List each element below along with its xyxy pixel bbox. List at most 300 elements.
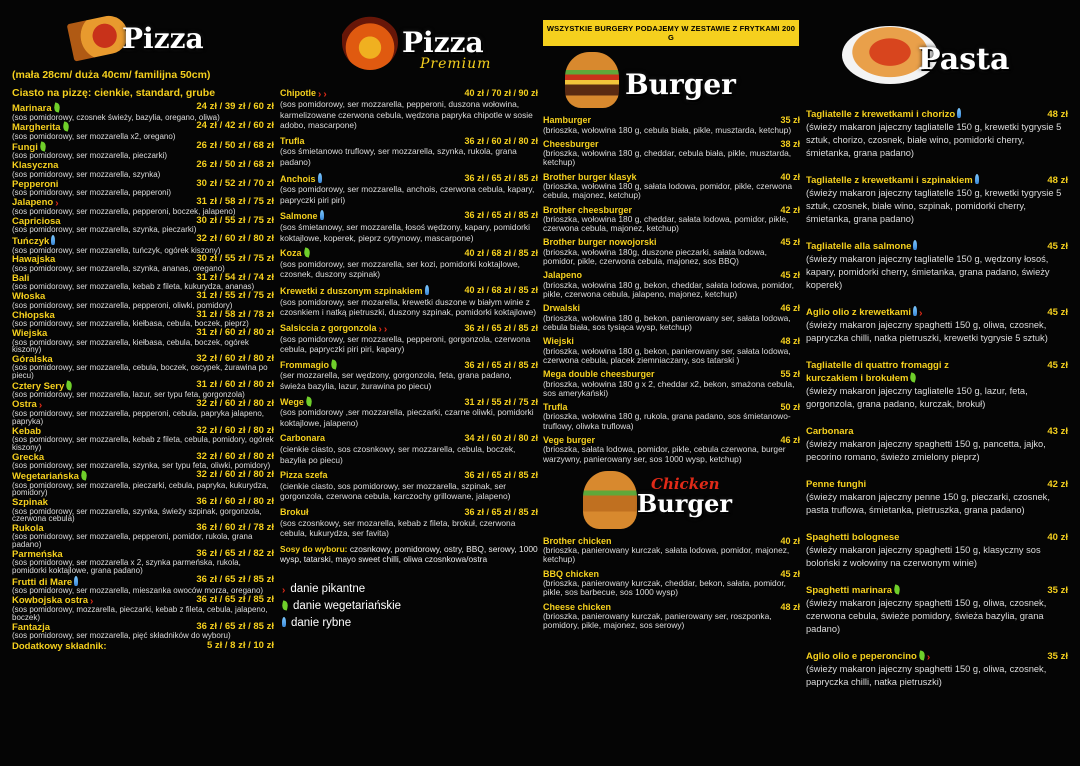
item-price: 36 zł / 65 zł / 85 zł: [464, 507, 538, 517]
item-name: Trufla: [280, 135, 305, 146]
chicken-title-top: Chicken: [651, 474, 720, 493]
item-price: 42 zł: [780, 204, 800, 215]
fish-drop-icon: [957, 108, 961, 118]
item-price: 40 zł: [780, 535, 800, 546]
item-price: 32 zł / 60 zł / 80 zł: [196, 468, 274, 480]
item-description: (sos pomidorowy, ser mozzarella, szynka, ananas, oregano): [12, 264, 225, 273]
vegetarian-leaf-icon: [65, 380, 73, 390]
premium-menu-item: [280, 173, 538, 206]
premium-menu-item: [280, 136, 538, 168]
premium-menu-item: [280, 360, 538, 392]
chicken-menu-item: [543, 570, 800, 598]
burger-menu-item: [543, 403, 800, 431]
vegetarian-leaf-icon: [80, 470, 88, 480]
pizza-header: [12, 0, 274, 66]
pizza-menu-item: [12, 326, 274, 355]
item-price: 42 zł: [1047, 479, 1068, 490]
item-description: (brioszka, wołowina 180 g, bekon, cheddar, sałata lodowa, pomidor, pikle, czerwona cebula, jalapeno, majonez, ketchup): [543, 279, 794, 300]
item-description: (brioszka, wołowina 180 g, sałata lodowa, pomidor, pikle, czerwona cebula, majonez, ketchup): [543, 181, 793, 201]
item-description: (sos pomidorowy, ser mozzarella, kebab z fileta, kukurydza, ananas): [12, 282, 255, 292]
chicken-list: [543, 537, 800, 631]
spicy-chili-icon: ›: [55, 197, 59, 209]
burger-title: Burger: [625, 68, 736, 101]
pizza-sizes: (mała 28cm/ duża 40cm/ familijna 50cm): [12, 69, 211, 81]
vegetarian-leaf-icon: [918, 650, 926, 660]
item-price: 45 zł: [780, 237, 800, 248]
pizza-menu-item: [12, 352, 274, 381]
pizza-menu-item: [12, 161, 274, 178]
item-name: Tuńczyk: [12, 236, 50, 248]
item-price: 36 zł / 65 zł / 85 zł: [464, 210, 538, 221]
item-name: Klasyczna: [12, 160, 59, 172]
fish-drop-icon: [913, 240, 917, 250]
item-name: Vege burger: [543, 434, 596, 445]
item-price: 36 zł / 65 zł / 82 zł: [196, 547, 274, 559]
pizza-menu-item: [12, 308, 274, 329]
item-name: Wiejski: [543, 336, 574, 347]
pizza-menu-item: [12, 214, 274, 235]
sauces-label: Sosy do wyboru:: [280, 543, 348, 554]
item-price: 36 zł / 65 zł / 85 zł: [464, 172, 538, 183]
item-name: Brother cheesburger: [543, 204, 633, 215]
item-description: (sos śmietanowo truflowy, ser mozzarella, szynka, rukola, grana padano): [280, 146, 517, 167]
item-name: Cheesburger: [543, 138, 599, 149]
item-name: Tagliatelle alla salmone: [806, 241, 912, 252]
item-description: (sos pomidorowy, ser mozzarella, szynka, ser typu feta, oliwki, pomidory): [12, 461, 271, 471]
item-description: (brioszka, panierowany kurczak, panierowany ser, roszponka, pomidory, pikle, majonez, sos serowy): [543, 611, 772, 631]
pizza-menu-item: [12, 521, 274, 550]
pizza-menu-item: [12, 450, 274, 471]
item-price: 38 zł: [780, 138, 800, 149]
item-name: Jalapeno: [12, 196, 54, 208]
item-price: 31 zł / 54 zł / 74 zł: [196, 271, 274, 283]
item-description: (świeży makaron jajeczny spaghetti 150 g, pancetta, jajko, pecorino romano, świeżo zmielony pieprz): [806, 439, 1046, 462]
item-name: Frommagio: [280, 359, 330, 370]
item-name: Brother burger nowojorski: [543, 237, 657, 248]
item-price: 31 zł / 60 zł / 80 zł: [196, 326, 274, 338]
item-price: 45 zł: [1047, 360, 1068, 371]
pizza-menu-item: [12, 292, 274, 309]
item-description: (świeży makaron jajeczny tagliatelle 150 g, krewetki tygrysie 5 sztuk, czosnek, białe wino, szpinak, pomidorki cherry, śmietanka, grana padano): [806, 188, 1062, 224]
item-name: Wiejska: [12, 327, 48, 339]
vegetarian-leaf-icon: [302, 248, 310, 258]
burger-column: [543, 0, 800, 766]
pizza-menu-item: [12, 573, 274, 596]
item-name: Brokuł: [280, 507, 309, 517]
item-description: (świeży makaron jajeczny spaghetti 150 g, klasyczny sos boloński z wołowiny na czerwonym winie): [806, 545, 1041, 568]
item-price: 32 zł / 60 zł / 80 zł: [196, 233, 274, 245]
item-price: 36 zł / 60 zł / 78 zł: [196, 521, 274, 533]
item-name: Bali: [12, 272, 30, 284]
premium-menu-item: [280, 248, 538, 280]
fish-drop-icon: [318, 173, 322, 183]
item-name: Salsiccia z gorgonzola: [280, 322, 377, 333]
item-price: 35 zł: [780, 115, 800, 125]
burger-menu-item: [543, 370, 800, 398]
item-description: (świeży makaron jajeczny penne 150 g, pieczarki, czosnek, pasta truflowa, śmietanka, pietruszka, grana padano): [806, 492, 1050, 515]
spicy-chili-icon: ›: [378, 323, 382, 335]
item-name: Carbonara: [806, 426, 854, 437]
item-name: Szpinak: [12, 496, 48, 508]
pizza-dough: Ciasto na pizzę: cienkie, standard, grube: [12, 87, 216, 99]
item-name: Drwalski: [543, 303, 581, 314]
extra-ingredient: [12, 639, 274, 652]
burger-list: [543, 116, 800, 464]
item-price: 45 zł: [1047, 241, 1068, 252]
item-name: Carbonara: [280, 433, 326, 444]
item-price: 32 zł / 60 zł / 80 zł: [196, 398, 274, 410]
pizza-menu-item: [12, 620, 274, 641]
item-description: (sos pomidorowy ,ser mozzarella, pieczarki, czarne oliwki, pomidorki koktajlowe, jalapeno): [280, 407, 534, 428]
fish-drop-icon: [74, 576, 78, 586]
item-price: 31 zł / 55 zł / 75 zł: [464, 396, 538, 407]
fish-drop-icon: [975, 174, 979, 184]
item-description: (sos pomidorowy, ser mozzarella, pieczarki): [12, 151, 168, 161]
item-description: (sos pomidorowy, ser mozarella, krewetki duszone w białym winie z czosnkiem i natką pietruszki, duszony szpinak, pomidorki koktajlowe): [280, 296, 537, 318]
item-price: 32 zł / 60 zł / 80 zł: [196, 450, 274, 462]
burger-menu-item: [543, 206, 800, 234]
premium-subtitle: Premium: [420, 56, 492, 72]
item-description: (sos pomidorowy, ser mozzarella, pepperoni, gorgonzola, czerwona cebula, papryczki piri piri, kapary): [280, 333, 531, 355]
chicken-burger-image: [583, 471, 637, 529]
item-name: Krewetki z duszonym szpinakiem: [280, 285, 423, 296]
item-price: 40 zł / 68 zł / 85 zł: [464, 248, 538, 259]
item-price: 36 zł / 65 zł / 85 zł: [196, 594, 274, 606]
item-description: (sos pomidorowy, ser mozzarella, szynka, świeży szpinak, gorgonzola, czerwona cebula): [12, 506, 262, 524]
item-price: 40 zł / 68 zł / 85 zł: [464, 284, 538, 295]
item-description: (sos pomidorowy, czosnek świeży, bazylia, oregano, oliwa): [12, 112, 220, 122]
item-price: 45 zł: [1047, 307, 1068, 318]
sauces-section: [280, 544, 538, 565]
item-price: 40 zł: [1047, 532, 1068, 543]
vegetarian-leaf-icon: [893, 584, 901, 594]
item-name: Parmeńska: [12, 548, 63, 560]
item-name: Chłopska: [12, 309, 55, 321]
item-price: 50 zł: [780, 401, 800, 412]
item-description: (świeży makaron jajeczny tagliatelle 150 g, krewetki tygrysie 5 sztuk, chorizo, czosnek, białe wino, pomidorki cherry, śmietanka, grana padano): [806, 122, 1062, 158]
item-price: 48 zł: [1047, 175, 1068, 186]
extra-price: 5 zł / 8 zł / 10 zł: [206, 639, 274, 651]
legend: [280, 581, 538, 632]
item-description: (sos pomidorowy, ser mozzarella, tuńczyk, ogórek kiszony): [12, 245, 221, 255]
fish-drop-icon: [320, 210, 324, 220]
vegetarian-leaf-icon: [909, 372, 917, 382]
item-name: Jalapeno: [543, 270, 583, 281]
vegetarian-leaf-icon: [53, 102, 61, 112]
item-description: (sos pomidorowy, ser mozzarella, pepperoni, cebula, papryka jalapeno, papryka): [12, 409, 264, 426]
item-price: 36 zł / 65 zł / 85 zł: [464, 470, 538, 481]
item-name: Tagliatelle z krewetkami i szpinakiem: [806, 175, 973, 186]
item-name: Mega double cheesburger: [543, 369, 655, 380]
item-name: Fungi: [12, 141, 38, 153]
pizza-menu-item: [12, 122, 274, 140]
burger-menu-item: [543, 140, 800, 168]
item-description: (sos pomidorowy, ser mozzarella, pepperoni, pomidor, rukola, grana padano): [12, 532, 253, 550]
item-price: 32 zł / 60 zł / 80 zł: [196, 424, 274, 436]
pizza-menu-item: [12, 139, 274, 161]
premium-menu-item: [280, 323, 538, 355]
item-name: Brother burger klasyk: [543, 171, 637, 182]
vegetarian-leaf-icon: [330, 359, 338, 369]
item-description: (brioszka, wołowina 180 g, rukola, grana padano, sos śmietanowo-truflowy, oliwka truflowa): [543, 411, 791, 431]
item-price: 36 zł / 60 zł / 80 zł: [196, 495, 274, 507]
pizza-menu-item: [12, 424, 274, 452]
item-name: Capriciosa: [12, 215, 61, 227]
spicy-chili-icon: ›: [926, 652, 931, 663]
item-description: (sos pomidorowy, ser mozzarella, cebula, boczek, oscypek, żurawina po piecu): [12, 363, 268, 381]
item-description: (brioszka, sałata lodowa, pomidor, pikle, cebula czerwona, burger warzywny, panierowany ser, sos 1000 wysp, ketchup): [543, 444, 786, 464]
fish-drop-icon: [913, 306, 917, 316]
item-price: 36 zł / 60 zł / 80 zł: [464, 135, 538, 146]
item-description: (sos śmietanowy, ser mozzarella, łosoś wędzony, kapary, pomidorki koktajlowe, koperek, pieprz cytrynowy, mascarpone): [280, 221, 530, 243]
item-name: Margherita: [12, 122, 61, 134]
item-description: (ser mozzarella, ser wędzony, gorgonzola, feta, grana padano, świeża bazylia, lazur, żurawina po piecu): [280, 370, 512, 392]
pizza-menu-item: [12, 495, 274, 524]
spicy-chili-icon: ›: [383, 323, 388, 335]
pizza-menu-item: [12, 235, 274, 254]
pasta-menu-item: [806, 359, 1068, 411]
item-price: 35 zł: [1047, 651, 1068, 662]
item-description: (sos pomidorowy, ser mozzarella, pepperoni, duszona wołowina, karmelizowane czerwona cebula, wędzona papryka chipotle w sosie adobo, mascarpone): [280, 99, 533, 131]
item-name: Aglio olio e peperoncino: [806, 651, 917, 662]
item-price: 36 zł / 65 zł / 85 zł: [196, 620, 274, 632]
premium-menu-item: [280, 88, 538, 131]
spicy-chili-icon: ›: [323, 89, 327, 100]
item-description: (sos pomidorowy, ser mozzarella, lazur, ser typu feta, gorgonzola): [12, 390, 245, 400]
burger-menu-item: [543, 337, 800, 365]
spicy-chili-icon: ›: [282, 584, 286, 596]
item-description: (sos pomidorowy, ser mozzarella x2, oregano): [12, 131, 176, 141]
item-price: 36 zł / 65 zł / 85 zł: [464, 322, 538, 333]
item-price: 43 zł: [1047, 426, 1068, 437]
extra-label: Dodatkowy składnik:: [12, 640, 107, 652]
pasta-menu-item: [806, 584, 1068, 636]
premium-title: Pizza: [402, 26, 484, 59]
item-name: Tagliatelle di quattro fromaggi z kurczakiem i brokułem: [806, 360, 949, 384]
item-price: 30 zł / 55 zł / 75 zł: [196, 253, 274, 265]
legend-label: danie pikantne: [290, 582, 366, 595]
premium-menu-item: [280, 433, 538, 465]
chicken-header: [543, 469, 800, 537]
item-name: Hamburger: [543, 115, 592, 125]
item-description: (brioszka, wołowina 180 g, cebula biała, pikle, musztarda, ketchup): [543, 124, 792, 135]
spicy-chili-icon: ›: [90, 596, 94, 608]
item-description: (świeży makaron jajeczny spaghetti 150 g, oliwa, czosnek, papryczka chilli, natka pietruszki): [806, 664, 1047, 687]
item-name: Pizza szefa: [280, 470, 328, 481]
item-price: 35 zł: [1047, 585, 1068, 596]
item-name: Chipotle: [280, 88, 316, 98]
premium-menu-item: [280, 470, 538, 502]
legend-label: danie wegetariańskie: [293, 599, 402, 612]
item-price: 31 zł / 58 zł / 78 zł: [196, 308, 274, 320]
fish-drop-icon: [425, 285, 429, 295]
vegetarian-leaf-icon: [39, 141, 47, 151]
pizza-menu-item: [12, 271, 274, 292]
chicken-title: Burger: [637, 488, 733, 518]
item-description: (sos pomidorowy, ser mozzarella, pieczarki, cebula, papryka, kukurydza, pomidory): [12, 480, 269, 498]
item-description: (brioszka, wołowina 180 g, cheddar, cebula biała, pikle, musztarda, ketchup): [543, 148, 792, 168]
item-description: (sos pomidorowy, ser mozzarella, szynka): [12, 169, 161, 179]
item-price: 48 zł: [780, 336, 800, 347]
item-price: 48 zł: [780, 601, 800, 612]
item-price: 31 zł / 60 zł / 80 zł: [196, 378, 274, 390]
legend-item: [280, 581, 538, 598]
item-name: Penne funghi: [806, 479, 867, 490]
item-description: (cienkie ciasto, sos pomidorowy, ser mozzarella, szpinak, ser gorgonzola, czerwona cebula, karczochy grillowane, jalapeno): [280, 480, 511, 502]
burger-menu-item: [543, 436, 800, 464]
item-description: (sos pomidorowy, ser mozzarella, pepperoni, oliwki, pomidory): [12, 300, 233, 310]
item-price: 40 zł: [780, 171, 800, 182]
legend-label: danie rybne: [291, 616, 352, 629]
legend-item: [280, 598, 538, 615]
item-description: (brioszka, panierowany kurczak, cheddar, bekon, sałata, pomidor, pikle, sos barbecue, sos 1000 wysp): [543, 578, 787, 598]
pizza-title: Pizza: [122, 22, 204, 55]
pizza-menu-item: [12, 468, 274, 498]
item-description: (brioszka, wołowina 180 g, bekon, panierowany ser, sałata lodowa, cebula biała, sos tysiąca wysp, ketchup): [543, 312, 791, 332]
chicken-menu-item: [543, 603, 800, 631]
pasta-menu-item: [806, 108, 1068, 160]
item-name: Brother chicken: [543, 535, 612, 546]
item-name: Kebab: [12, 425, 42, 437]
item-price: 55 zł: [780, 369, 800, 380]
item-name: Hawajska: [12, 254, 56, 266]
item-name: Cheese chicken: [543, 601, 612, 612]
item-name: Aglio olio z krewetkami: [806, 307, 912, 318]
chicken-menu-item: [543, 537, 800, 565]
item-description: (sos pomidorowy, ser mozzarella, szynka, pieczarki): [12, 225, 197, 235]
item-price: 26 zł / 50 zł / 68 zł: [196, 159, 274, 171]
item-name: Włoska: [12, 291, 46, 303]
pasta-list: [806, 108, 1068, 689]
item-description: (sos pomidorowy, mozzarella, pieczarki, kebab z fileta, cebula, jalapeno, boczek): [12, 605, 268, 622]
premium-list: [280, 88, 538, 539]
premium-menu-item: [280, 285, 538, 318]
item-description: (cienkie ciasto, sos czosnkowy, ser mozzarella, cebula, boczek, bazylia po piecu): [280, 444, 516, 465]
item-description: (świeży makaron jajeczny spaghetti 150 g, oliwa, czosnek, papryczka chilli, natka pietruszki, krewetki tygrysie 5 sztuk): [806, 320, 1048, 343]
item-price: 36 zł / 65 zł / 85 zł: [196, 573, 274, 585]
flaming-pizza-image: [342, 14, 398, 70]
item-price: 30 zł / 55 zł / 75 zł: [196, 214, 274, 226]
item-price: 32 zł / 60 zł / 80 zł: [196, 352, 274, 364]
item-price: 24 zł / 42 zł / 60 zł: [196, 120, 274, 132]
premium-column: [280, 0, 538, 766]
pizza-menu-item: [12, 378, 274, 400]
item-name: Rukola: [12, 522, 44, 534]
item-price: 31 zł / 55 zł / 75 zł: [196, 290, 274, 302]
pizza-menu-item: [12, 596, 274, 621]
pizza-menu-item: [12, 195, 274, 216]
item-price: 45 zł: [780, 568, 800, 579]
fish-drop-icon: [282, 617, 286, 627]
item-description: (sos pomidorowy, ser mozzarella, kebab z fileta, cebula, pomidory, ogórek kiszony): [12, 435, 274, 452]
item-name: Marinara: [12, 103, 52, 114]
pasta-menu-item: [806, 306, 1068, 345]
pasta-menu-item: [806, 478, 1068, 517]
item-description: (sos pomidorowy, ser mozzarella x 2, szynka parmeńska, rukola, pomidorki koktajlowe, grana padano): [12, 558, 241, 576]
item-description: (świeży makaron jajeczny tagliatelle 150 g, wędzony łosoś, kapary, pomidorki cherry, śmietanka, grana padano, świeży koperek): [806, 254, 1050, 290]
burger-image: [565, 52, 619, 108]
item-name: BBQ chicken: [543, 568, 600, 579]
item-price: 30 zł / 52 zł / 70 zł: [196, 177, 274, 189]
pasta-menu-item: [806, 174, 1068, 226]
item-price: 48 zł: [1047, 109, 1068, 120]
item-name: Spaghetti bolognese: [806, 532, 900, 543]
item-description: (świeży makaron jajeczny tagliatelle 150 g, lazur, feta, gorgonzola, grana padano, kurczak, brokuł): [806, 386, 1028, 409]
item-description: (brioszka, panierowany kurczak, sałata lodowa, pomidor, majonez, ketchup): [543, 545, 790, 565]
pizza-column: [12, 0, 274, 766]
item-name: Spaghetti marinara: [806, 585, 893, 596]
pasta-header: [806, 0, 1068, 108]
pasta-menu-item: [806, 240, 1068, 292]
item-name: Trufla: [543, 401, 568, 412]
pasta-menu-item: [806, 425, 1068, 464]
item-description: (sos pomidorowy, ser mozzarella, pepperoni): [12, 188, 172, 198]
item-name: Wege: [280, 396, 304, 407]
vegetarian-leaf-icon: [281, 600, 289, 610]
item-name: Salmone: [280, 211, 318, 222]
item-description: (brioszka, wołowina 180 g, bekon, panierowany ser, sałata lodowa, czerwona cebula, placek ziemniaczany, sos tatarski ): [543, 345, 791, 365]
burger-banner: WSZYSTKIE BURGERY PODAJEMY W ZESTAWIE Z FRYTKAMI 200 G: [543, 20, 799, 46]
item-name: Góralska: [12, 353, 53, 365]
item-price: 45 zł: [780, 270, 800, 281]
item-description: (brioszka, wołowina 180 g, cheddar, sałata lodowa, pomidor, pikle, czerwona cebula, majonez, ketchup): [543, 214, 789, 234]
fish-drop-icon: [51, 235, 55, 245]
spicy-chili-icon: ›: [318, 89, 322, 100]
item-name: Koza: [280, 248, 302, 259]
item-description: (sos pomidorowy, ser mozzarella, pepperoni, boczek, jalapeno): [12, 206, 236, 216]
item-description: (świeży makaron jajeczny spaghetti 150 g, oliwa, czosnek, czerwona cebula, świeże pomidory, świeża bazylia, grana padano): [806, 598, 1047, 634]
premium-menu-item: [280, 507, 538, 539]
legend-item: [280, 615, 538, 632]
burger-menu-item: [543, 304, 800, 332]
burger-header: [543, 46, 800, 116]
item-description: (sos czosnkowy, ser mozarella, kebab z fileta, brokuł, czerwona cebula, kukurydza, ser favita): [280, 517, 516, 539]
pizza-list: [12, 103, 274, 640]
item-price: 26 zł / 50 zł / 68 zł: [196, 139, 274, 151]
item-name: Grecka: [12, 451, 45, 463]
item-price: 24 zł / 39 zł / 60 zł: [196, 101, 274, 112]
burger-menu-item: [543, 238, 800, 266]
item-name: Kowbojska ostra: [12, 595, 89, 607]
item-description: (sos pomidorowy, ser mozzarella, kiełbasa, cebula, boczek, ogórek kiszony): [12, 337, 249, 355]
burger-menu-item: [543, 173, 800, 201]
pasta-column: [806, 0, 1068, 766]
item-description: (sos pomidorowy, ser mozzarella, anchois, czerwona cebula, kapary, papryczki piri piri): [280, 184, 535, 205]
burger-menu-item: [543, 116, 800, 135]
premium-menu-item: [280, 397, 538, 429]
sauces-list: czosnkowy, pomidorowy, ostry, BBQ, serowy, 1000 wysp, tatarski, mayo sweet chilli, oliwa czosnkowa/ostra: [280, 543, 538, 565]
pizza-menu-item: [12, 177, 274, 198]
item-price: 34 zł / 60 zł / 80 zł: [464, 433, 538, 444]
item-name: Tagliatelle z krewetkami i chorizo: [806, 109, 956, 120]
premium-menu-item: [280, 210, 538, 243]
item-name: Ostra: [12, 399, 37, 411]
spicy-chili-icon: ›: [919, 308, 923, 319]
item-price: 31 zł / 58 zł / 75 zł: [196, 195, 274, 207]
item-name: Frutti di Mare: [12, 576, 73, 588]
item-description: (sos pomidorowy, ser mozzarella, kiełbasa, cebula, boczek, pieprz): [12, 319, 249, 329]
spicy-chili-icon: ›: [38, 400, 43, 412]
pizza-menu-item: [12, 547, 274, 576]
item-name: Pepperoni: [12, 178, 59, 190]
item-price: 46 zł: [780, 303, 800, 314]
pizza-menu-item: [12, 103, 274, 121]
pizza-menu-item: [12, 400, 274, 425]
item-description: (brioszka, wołowina 180 g x 2, cheddar x2, bekon, smażona cebula, sos amerykański): [543, 378, 795, 398]
item-price: 46 zł: [780, 434, 800, 445]
vegetarian-leaf-icon: [305, 396, 313, 406]
vegetarian-leaf-icon: [62, 122, 70, 132]
